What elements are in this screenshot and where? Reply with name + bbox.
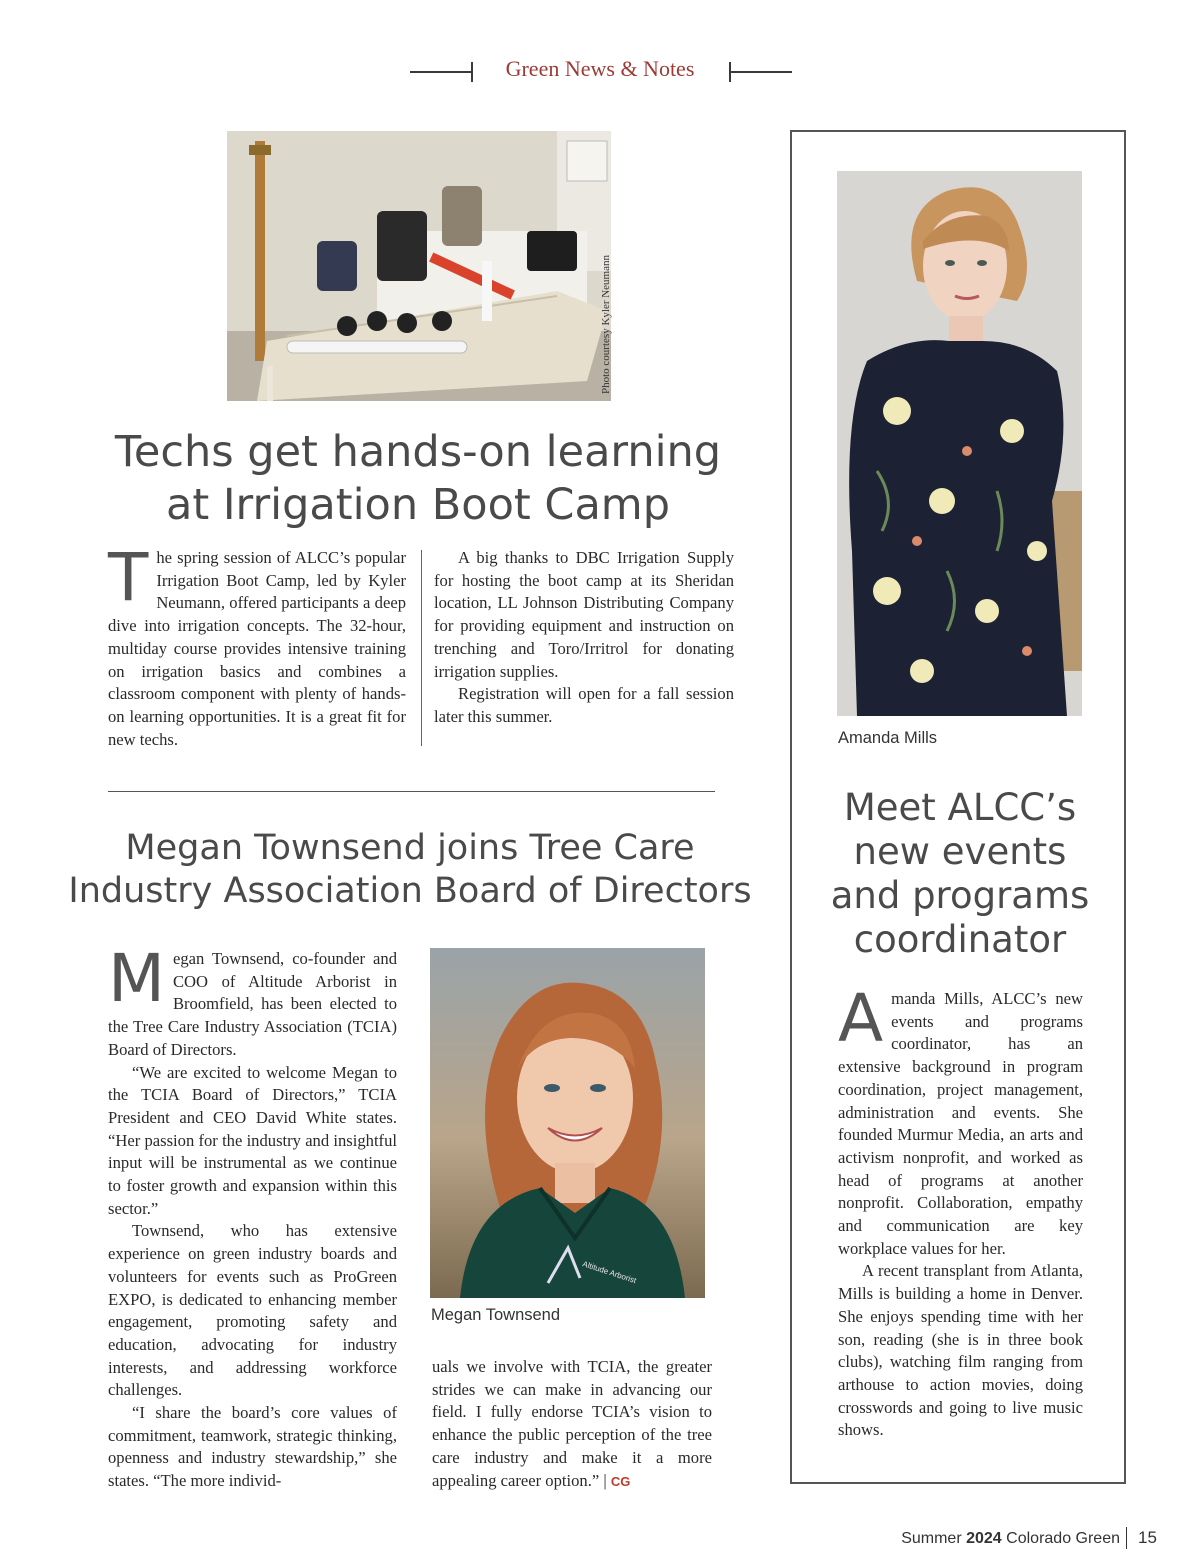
amanda-mills-photo (837, 171, 1082, 716)
article1-headline-line2: at Irrigation Boot Camp (166, 480, 670, 530)
sidebar-headline (800, 786, 1120, 962)
footer-publication: Colorado Green (1006, 1530, 1120, 1547)
article2-paragraph3: Townsend, who has extensive experience on green industry boards and volunteers for events such as ProGreen EXPO, is dedicated to enhancing member engagement, promoting safety and education, advocating for industry interests, and addressing workforce challenges. (108, 1221, 397, 1400)
page-number: 15 (1138, 1528, 1157, 1547)
megan-townsend-caption: Megan Townsend (431, 1306, 561, 1324)
article2-paragraph1: egan Townsend, co-founder and COO of Altitude Arborist in Broomfield, has been elected to the Tree Care Industry Association (TCIA) Board of Directors. (108, 949, 397, 1059)
article2-headline-line1: Megan Townsend joins Tree Care (125, 828, 695, 868)
sidebar-paragraph2: A recent transplant from Atlanta, Mills is building a home in Denver. She enjoys spending time with her son, reading (she is in three book clubs), watching film ranging from arthouse to action movies, doing crosswords and going to live music shows. (838, 1261, 1083, 1440)
article2-column2 (432, 1356, 712, 1493)
article1-paragraph1: he spring session of ALCC’s popular Irrigation Boot Camp, led by Kyler Neumann, offered participants a deep dive into irrigation concepts. The 32-hour, multiday course provides intensive training on irrigation basics and combines a classroom component with plenty of hands-on learning opportunities. It is a great fit for new techs. (108, 548, 406, 749)
footer-divider (1126, 1527, 1127, 1549)
drop-cap-t: T (108, 539, 149, 616)
sidebar-headline-line1: Meet ALCC’s (843, 786, 1077, 829)
sidebar-headline-line2: new events (853, 830, 1067, 873)
article1-headline (60, 426, 776, 532)
article2-paragraph2: “We are excited to welcome Megan to the TCIA Board of Directors,” TCIA President and CEO David White states. “Her passion for the industry and insightful input will be instrumental as we continue to foster growth and expansion within this sector.” (108, 1062, 397, 1218)
amanda-mills-caption: Amanda Mills (838, 729, 938, 747)
megan-townsend-photo (430, 948, 705, 1298)
drop-cap-m: M (108, 940, 165, 1017)
drop-cap-a: A (838, 980, 884, 1057)
sidebar-paragraph1: manda Mills, ALCC’s new events and programs coordinator, has an extensive background in program coordination, project management, administration and events. She founded Murmur Media, an arts and activism nonprofit, and worked as head of programs at another nonprofit. Collaboration, empathy and communication are key workplace values for her. (838, 989, 1083, 1258)
footer-year: 2024 (966, 1530, 1002, 1547)
sidebar-headline-line4: coordinator (853, 918, 1067, 961)
article2-column1 (108, 940, 397, 1493)
photo-credit: Photo courtesy Kyler Neumann (600, 255, 612, 394)
section-title: Green News & Notes (505, 56, 695, 81)
page-footer (820, 1530, 1120, 1548)
article1-paragraph3: Registration will open for a fall session later this summer. (434, 684, 734, 726)
cg-end-mark: CG (610, 1473, 631, 1489)
irrigation-equipment-photo (227, 131, 611, 401)
sidebar-headline-line3: and programs (830, 874, 1090, 917)
article-separator (108, 791, 715, 792)
article2-paragraph4-continued: uals we involve with TCIA, the greater strides we can make in advancing our field. I fully endorse TCIA’s vision to enhance the public perception of the tree care industry and make it a more appealing career option.” | (432, 1357, 712, 1490)
article2-headline-line2: Industry Association Board of Directors (68, 871, 752, 911)
shirt-logo-text: Altitude Arborist (581, 1259, 638, 1286)
article2-headline (60, 827, 760, 913)
article2-paragraph4: “I share the board’s core values of commitment, teamwork, strategic thinking, openness and industry stewardship,” she states. “The more individ- (108, 1403, 397, 1491)
article1-headline-line1: Techs get hands-on learning (114, 427, 722, 477)
header-tick-left (471, 62, 473, 82)
article1-column2 (434, 547, 734, 729)
article1-column1 (108, 539, 406, 751)
footer-season: Summer (901, 1530, 962, 1547)
column-divider (421, 550, 422, 746)
article1-paragraph2: A big thanks to DBC Irrigation Supply for hosting the boot camp at its Sheridan location, LL Johnson Distributing Company for providing equipment and instruction on trenching and Toro/Irritrol for donating irrigation supplies. (434, 548, 734, 681)
sidebar-body (838, 980, 1083, 1442)
header-rule-left (410, 71, 472, 73)
header-rule-right (730, 71, 792, 73)
